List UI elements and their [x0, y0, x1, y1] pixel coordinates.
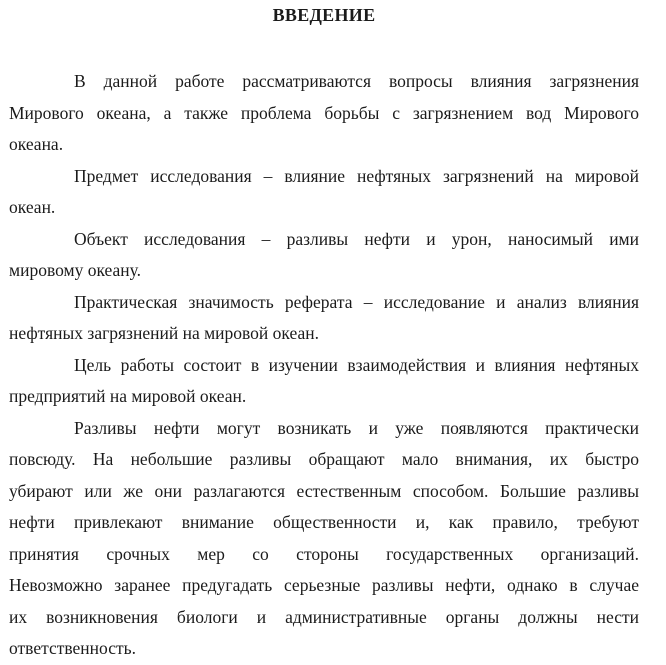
- text-line: Цель работы состоит в изучении взаимодействия и влияния нефтяных: [74, 354, 639, 375]
- text-line: Объект исследования – разливы нефти и урон, наносимый ими: [74, 228, 639, 249]
- text-line: ответственность.: [9, 638, 136, 658]
- text-line: океан.: [9, 197, 56, 217]
- text-line: Практическая значимость реферата – исследование и анализ влияния: [74, 291, 639, 312]
- text-line: Разливы нефти могут возникать и уже появляются практически: [74, 417, 639, 438]
- text-line: В данной работе рассматриваются вопросы влияния загрязнения: [74, 71, 639, 91]
- text-line: принятия срочных мер со стороны государственных организаций.: [9, 543, 639, 564]
- text-line: убирают или же они разлагаются естественным способом. Большие разливы: [9, 480, 639, 501]
- text-line: нефти привлекают внимание общественности и, как правило, требуют: [9, 512, 639, 532]
- text-line: Предмет исследования – влияние нефтяных загрязнений на мировой: [74, 165, 639, 186]
- document-body: [9, 66, 639, 665]
- text-line: их возникновения биологи и административные органы должны нести: [9, 606, 639, 627]
- text-line: Мирового океана, а также проблема борьбы с загрязнением вод Мирового: [9, 102, 639, 123]
- text-line: повсюду. На небольшие разливы обращают мало внимания, их быстро: [9, 449, 639, 469]
- text-line: мировому океану.: [9, 260, 142, 280]
- text-line: океана.: [9, 134, 64, 154]
- text-line: предприятий на мировой океан.: [9, 386, 247, 406]
- text-line: Невозможно заранее предугадать серьезные разливы нефти, однако в случае: [9, 575, 639, 595]
- text-line: нефтяных загрязнений на мировой океан.: [9, 323, 319, 343]
- document-heading: ВВЕДЕНИЕ: [272, 5, 376, 25]
